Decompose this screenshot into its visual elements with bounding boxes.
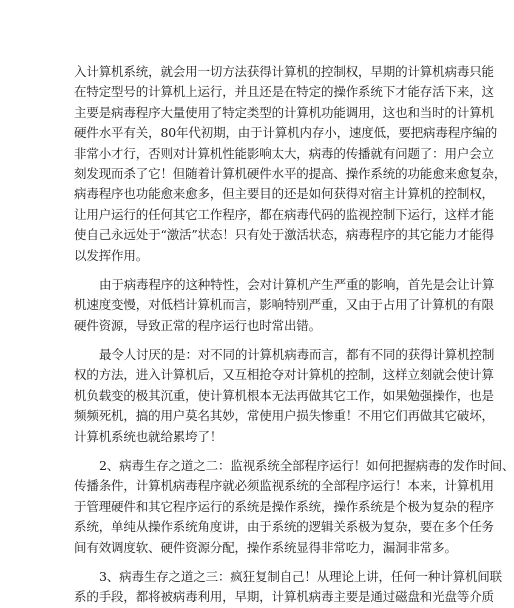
text-line: 硬件水平有关，80年代初期，由于计算机内存小，速度低，要把病毒程序编的 — [74, 125, 498, 141]
paragraph-gap — [74, 336, 434, 345]
text-line: 机负载变的极其沉重，使计算机根本无法再做其它工作，如果勉强操作，也是 — [74, 387, 494, 403]
text-line: 计算机系统也就给累垮了！ — [74, 428, 223, 444]
text-line: 系统，单纯从操作系统角度讲，由于系统的逻辑关系极为复杂，要在多个任务 — [74, 519, 494, 535]
text-line: 机速度变慢，对低档计算机而言，影响特别严重，又由于占用了计算机的有限 — [74, 297, 494, 313]
paragraph-1 — [74, 62, 507, 266]
text-line: 权的方法，进入计算机后，又互相抢夺对计算机的控制，这样立刻就会使计算 — [74, 367, 494, 383]
paragraph-3 — [74, 345, 495, 447]
text-line: 于管理硬件和其它程序运行的系统是操作系统，操作系统是个极为复杂的程序 — [74, 498, 494, 514]
paragraph-5 — [74, 567, 503, 608]
paragraph-gap — [74, 266, 434, 275]
paragraph-gap — [74, 558, 434, 567]
text-line: 以发挥作用。 — [74, 247, 149, 263]
paragraph-4 — [74, 456, 514, 558]
text-line: 病毒程序也功能愈来愈多，但主要目的还是如何获得对宿主计算机的控制权， — [74, 186, 494, 202]
text-line: 主要是病毒程序大量使用了特定类型的计算机功能调用，这也和当时的计算机 — [74, 104, 494, 120]
text-line: 3、病毒生存之道之三：疯狂复制自己！从理论上讲，任何一种计算机间联 — [99, 568, 503, 584]
text-line: 系的手段，都将被病毒利用，早期，计算机病毒主要是通过磁盘和光盘等介质 — [74, 589, 494, 605]
text-line: 间有效调度软、硬件资源分配，操作系统显得非常吃力，漏洞非常多。 — [74, 539, 457, 555]
text-line: 入计算机系统，就会用一切方法获得计算机的控制权，早期的计算机病毒只能 — [74, 64, 494, 79]
text-line: 使自己永远处于“激活”状态！只有处于激活状态，病毒程序的其它能力才能得 — [74, 227, 495, 243]
text-line: 非常小才行，否则对计算机性能影响太大，病毒的传播就有问题了：用户会立 — [74, 145, 494, 161]
text-line: 2、病毒生存之道之二：监视系统全部程序运行！如何把握病毒的发作时间、 — [99, 458, 514, 474]
text-line: 频频死机，搞的用户莫名其妙，常使用户损失惨重！不用它们再做其它破坏， — [74, 408, 494, 424]
text-line: 让用户运行的任何其它工作程序，都在病毒代码的监视控制下运行，这样才能 — [74, 206, 494, 222]
text-line: 硬件资源，导致正常的程序运行也时常出错。 — [74, 317, 322, 333]
text-line: 传播条件，计算机病毒程序就必须监视系统的全部程序运行！本来，计算机用 — [74, 478, 494, 494]
text-line: 在特定型号的计算机上运行，并且还是在特定的操作系统下才能存活下来，这 — [74, 84, 494, 100]
text-line: 由于病毒程序的这种特性，会对计算机产生严重的影响，首先是会让计算 — [99, 276, 495, 292]
paragraph-gap — [74, 447, 434, 456]
text-line: 最令人讨厌的是：对不同的计算机病毒而言，都有不同的获得计算机控制 — [99, 347, 495, 363]
text-line: 刻发现而杀了它！但随着计算机硬件水平的提高、操作系统的功能愈来愈复杂， — [74, 165, 507, 181]
body-text — [74, 62, 514, 608]
paragraph-2 — [74, 275, 495, 336]
